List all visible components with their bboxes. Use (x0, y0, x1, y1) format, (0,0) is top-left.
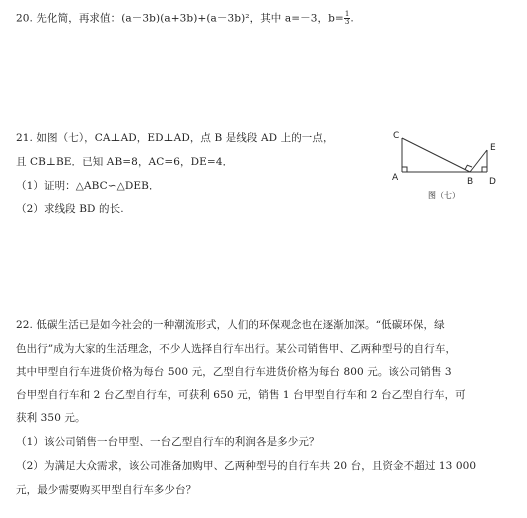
label-b: B (467, 177, 474, 187)
label-e: E (490, 143, 496, 153)
label-d: D (489, 177, 496, 187)
segment-be (470, 150, 487, 172)
question-21-part-2: （2）求线段 BD 的长. (16, 203, 124, 215)
question-22-line-3: 其中甲型自行车进货价格为每台 500 元，乙型自行车进货价格为每台 800 元。该公司销售 3 (16, 366, 452, 378)
question-22-part-1: （1）该公司销售一台甲型、一台乙型自行车的利润各是多少元？ (16, 436, 320, 448)
right-angle-mark-a (402, 167, 407, 172)
question-21-line-1: 21. 如图（七），CA⊥AD，ED⊥AD，点 B 是线段 AD 上的一点， (16, 132, 334, 144)
question-22-part-3: 元，最少需要购买甲型自行车多少台？ (16, 484, 197, 496)
geometry-figure (390, 128, 527, 208)
question-22-line-4: 台甲型自行车和 2 台乙型自行车，可获利 650 元，销售 1 台甲型自行车和 2 台乙型自行车，可 (16, 389, 466, 401)
segment-cb (402, 138, 470, 172)
fraction-numerator: 1 (344, 10, 350, 18)
label-a: A (392, 173, 399, 183)
question-21-line-2: 且 CB⊥BE．已知 AB=8，AC=6，DE=4． (16, 156, 234, 168)
label-c: C (393, 131, 400, 141)
question-22-line-1: 22. 低碳生活已是如今社会的一种潮流形式，人们的环保观念也在逐渐加深。“低碳环保，绿 (16, 319, 445, 331)
question-22-line-5: 获利 350 元。 (16, 412, 86, 424)
question-20-text: 20. 先化简，再求值：(a－3b)(a+3b)+(a－3b)²，其中 a=－3，b= (16, 12, 344, 25)
fraction-denominator: 3 (344, 18, 350, 26)
question-22-part-2: （2）为满足大众需求，该公司准备加购甲、乙两种型号的自行车共 20 台，且资金不超过 13 000 (16, 460, 477, 472)
question-20 (16, 11, 354, 26)
figure-caption: 图（七） (428, 191, 460, 200)
question-22-line-2: 色出行”成为大家的生活理念，不少人选择自行车出行。某公司销售甲、乙两种型号的自行车， (16, 343, 457, 355)
right-angle-mark-b (465, 165, 472, 169)
question-21-part-1: （1）证明：△ABC∽△DEB． (16, 180, 160, 192)
question-20-tail: . (350, 12, 354, 25)
right-angle-mark-d (482, 167, 487, 172)
